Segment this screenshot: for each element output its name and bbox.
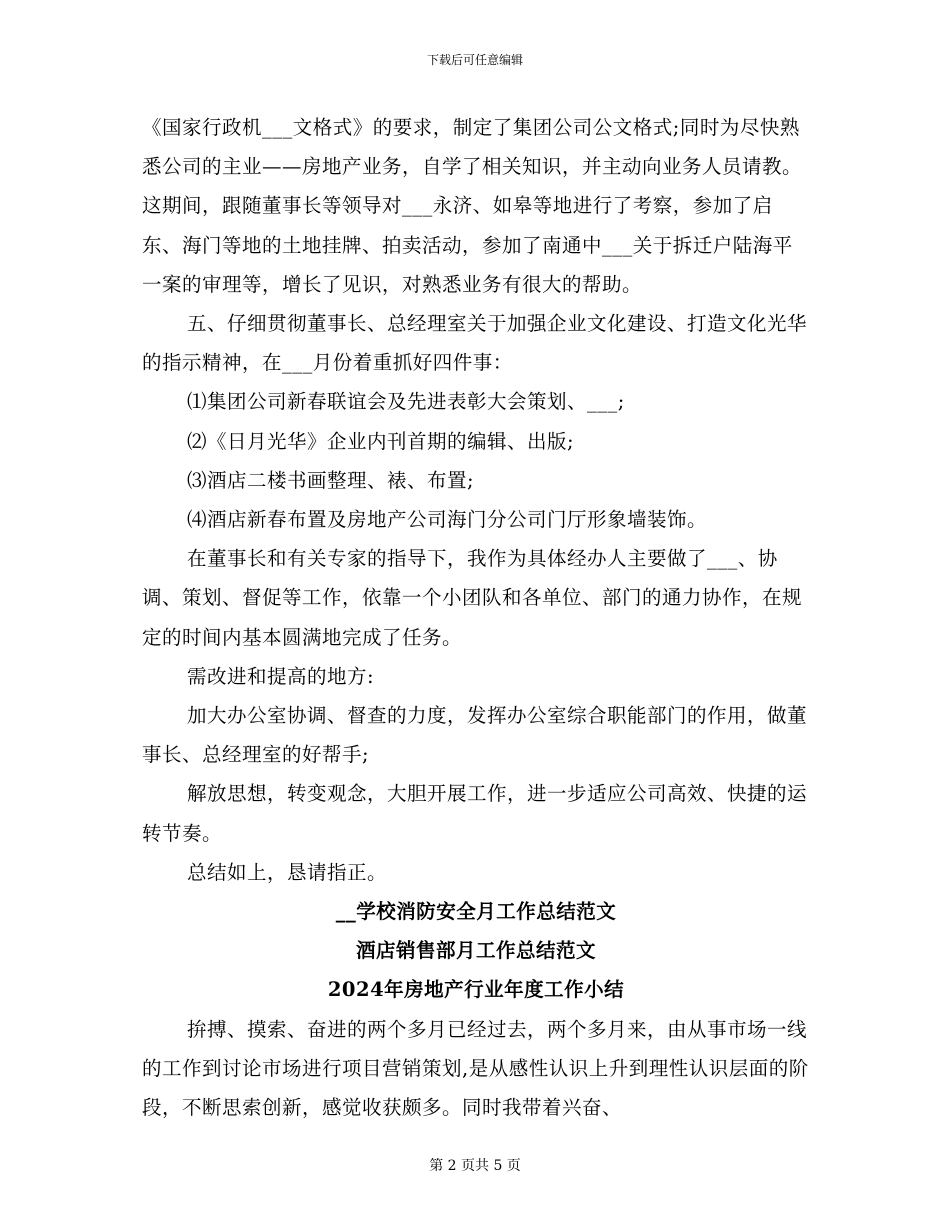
page-header: 下载后可任意编辑 xyxy=(426,53,523,67)
paragraph-7: 总结如上，恳请指正。 xyxy=(187,860,388,884)
section-title-1: __学校消防安全月工作总结范文 xyxy=(335,900,617,924)
section-title-3: 2024年房地产行业年度工作小结 xyxy=(327,978,625,1002)
paragraph-2: 五、仔细贯彻董事长、总经理室关于加强企业文化建设、打造文化光华的指示精神，在___月份着重抓好四件事： xyxy=(142,312,808,375)
paragraph-5: 加大办公室协调、督查的力度，发挥办公室综合职能部门的作用，做董事长、总经理室的好帮手; xyxy=(142,704,808,767)
paragraph-3: 在董事长和有关专家的指导下，我作为具体经办人主要做了___、协调、策划、督促等工作，依靠一个小团队和各单位、部门的通力协作，在规定的时间内基本圆满地完成了任务。 xyxy=(142,547,803,649)
paragraph-8: 拚搏、摸索、奋进的两个多月已经过去，两个多月来，由从事市场一线的工作到讨论市场进行项目营销策划,是从感性认识上升到理性认识层面的阶段，不断思索创新，感觉收获颇多。同时我带着兴奋、 xyxy=(142,1017,809,1120)
paragraph-6: 解放思想，转变观念，大胆开展工作，进一步适应公司高效、快捷的运转节奏。 xyxy=(142,782,808,845)
list-item-4: ⑷酒店新春布置及房地产公司海门分公司门厅形象墙装饰。 xyxy=(187,508,708,532)
list-item-1: ⑴集团公司新春联谊会及先进表彰大会策划、___; xyxy=(187,390,625,414)
page-footer: 第 2 页共 5 页 xyxy=(429,1158,521,1174)
list-item-3: ⑶酒店二楼书画整理、裱、布置; xyxy=(187,468,475,492)
paragraph-1: 《国家行政机___文格式》的要求，制定了集团公司公文格式;同时为尽快熟悉公司的主业——房地产业务，自学了相关知识，并主动向业务人员请教。这期间，跟随董事长等领导对___永济、如皋等地进行了考察，参加了启东、海门等地的土地挂牌、拍卖活动，参加了南通中___关于拆迁户陆海平一案的审理等，增长了见识，对熟悉业务有很大的帮助。 xyxy=(142,116,803,296)
paragraph-4: 需改进和提高的地方: xyxy=(187,664,375,688)
section-title-2: 酒店销售部月工作总结范文 xyxy=(355,939,596,963)
document-body xyxy=(142,108,810,1127)
list-item-2: ⑵《日月光华》企业内刊首期的编辑、出版; xyxy=(187,429,575,453)
